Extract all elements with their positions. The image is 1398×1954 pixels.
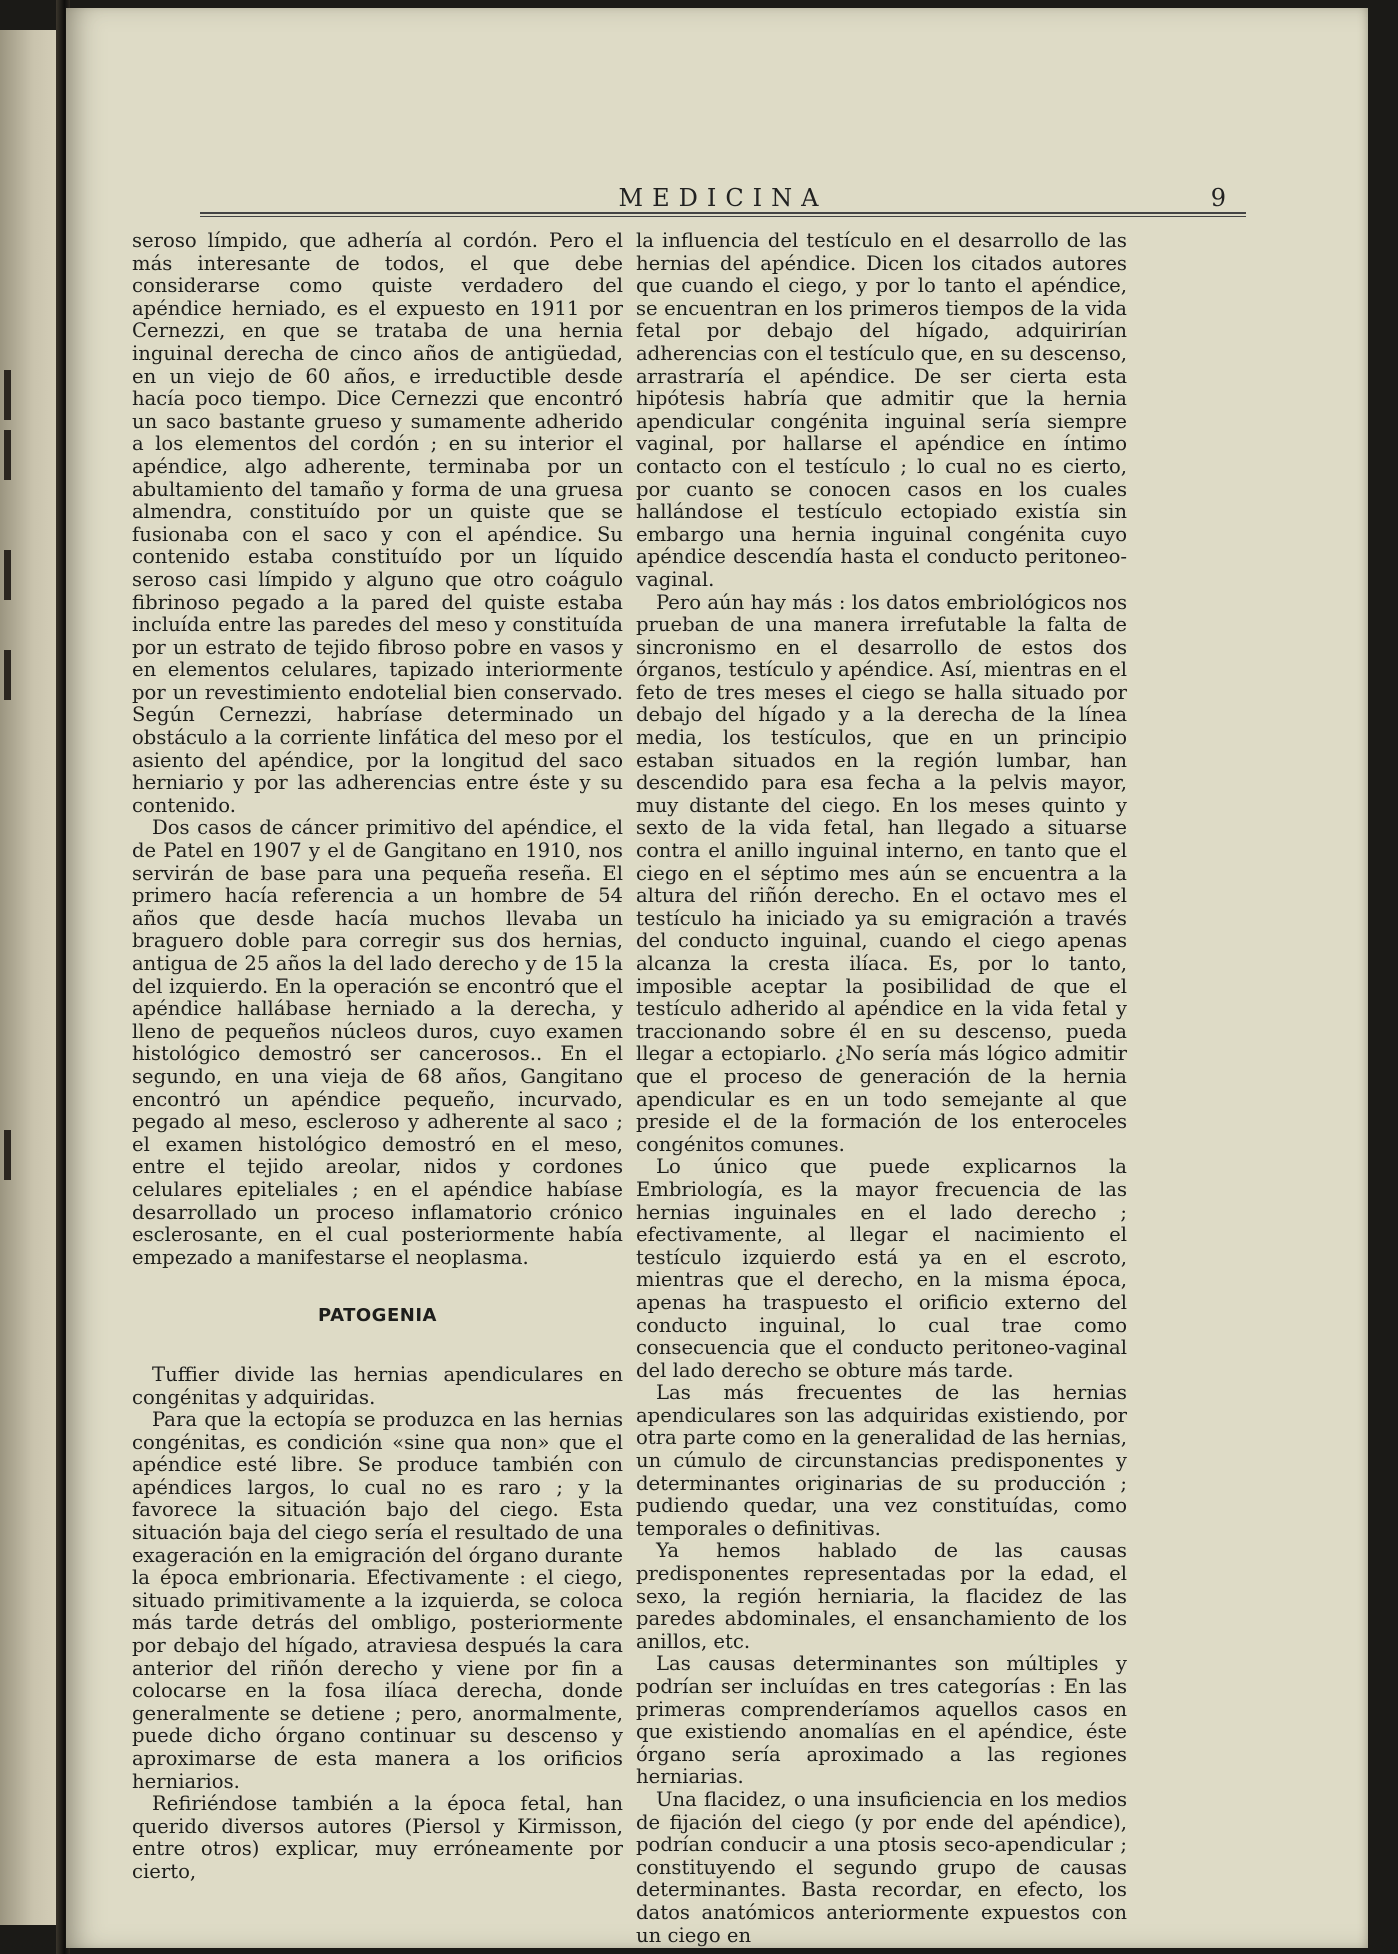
header-rule-thin (200, 216, 1246, 217)
header-rule (200, 212, 1246, 214)
page-header (200, 176, 1246, 226)
running-title: MEDICINA (618, 184, 828, 212)
paragraph: Para que la ectopía se produzca en las hernias congénitas, es condición «sine qua non» que el apéndice esté libre. Se produce también con apéndices largos, lo cual no es raro ; y la favorece la situación bajo del ciego. Esta situación baja del ciego sería el resultado de una exageración en la emigración del órgano durante la época embrionaria. Efectivamente : el ciego, situado primitivamente a la izquierda, se coloca más tarde detrás del ombligo, posteriormente por debajo del hígado, atraviesa después la cara anterior del riñón derecho y viene por fin a colocarse en la fosa ilíaca derecha, donde generalmente se detiene ; pero, anormalmente, puede dicho órgano continuar su descenso y aproximarse de esta manera a los orificios herniarios. (132, 1408, 623, 1793)
paragraph: Ya hemos hablado de las causas predisponentes representadas por la edad, el sexo, la región herniaria, la flacidez de las paredes abdominales, el ensanchamiento de los anillos, etc. (636, 1539, 1127, 1653)
paragraph: Una flacidez, o una insuficiencia en los medios de fijación del ciego (y por ende del apéndice), podrían conducir a una ptosis seco-apendicular ; constituyendo el segundo grupo de causas determinantes. Basta recordar, en efecto, los datos anatómicos anteriormente expuestos con un ciego en (636, 1787, 1127, 1947)
page-number: 9 (1210, 184, 1226, 212)
paragraph: Dos casos de cáncer primitivo del apéndice, el de Patel en 1907 y el de Gangitano en 1910, nos servirán de base para una pequeña reseña. El primero hacía referencia a un hombre de 54 años que desde hacía muchos llevaba un braguero doble para corregir sus dos hernias, antigua de 25 años la del lado derecho y de 15 la del izquierdo. En la operación se encontró que el apéndice hallábase herniado a la derecha, y lleno de pequeños núcleos duros, cuyo examen histológico demostró ser cancerosos.. En el segundo, en una vieja de 68 años, Gangitano encontró un apéndice pequeño, incurvado, pegado al meso, escleroso y adherente al saco ; el examen histológico demostró en el meso, entre el tejido areolar, nidos y cordones celulares epiteliales ; en el apéndice habíase desarrollado un proceso inflamatorio crónico esclerosante, en el cual posteriormente había empezado a manifestarse el neoplasma. (132, 816, 623, 1269)
previous-page-mark (4, 550, 11, 600)
paragraph: Pero aún hay más : los datos embriológicos nos prueban de una manera irrefutable la falta de sincronismo en el desarrollo de estos dos órganos, testículo y apéndice. Así, mientras en el feto de tres meses el ciego se halla situado por debajo del hígado y a la derecha de la línea media, los testículos, que en un principio estaban situados en la región lumbar, han descendido para esa fecha a la pelvis mayor, muy distante del ciego. En los meses quinto y sexto de la vida fetal, han llegado a situarse contra el anillo inguinal interno, en tanto que el ciego en el séptimo mes aún se encuentra a la altura del riñón derecho. En el octavo mes el testículo ha iniciado ya su emigración a través del conducto inguinal, cuando el ciego apenas alcanza la cresta ilíaca. Es, por lo tanto, imposible aceptar la posibilidad de que el testículo adherido al apéndice en la vida fetal y traccionando sobre él en su descenso, pueda llegar a ectopiarlo. ¿No sería más lógico admitir que el proceso de generación de la hernia apendicular es en un todo semejante al que preside el de la formación de los enteroceles congénitos comunes. (636, 590, 1127, 1156)
paragraph: Tuffier divide las hernias apendiculares en congénitas y adquiridas. (132, 1362, 623, 1409)
previous-page-mark (4, 430, 11, 480)
left-column (132, 230, 623, 1884)
paragraph: seroso límpido, que adhería al cordón. Pero el más interesante de todos, el que debe considerarse como quiste verdadero del apéndice herniado, es el expuesto en 1911 por Cernezzi, en que se trataba de una hernia inguinal derecha de cinco años de antigüedad, en un viejo de 60 años, e irreductible desde hacía poco tiempo. Dice Cernezzi que encontró un saco bastante grueso y sumamente adherido a los elementos del cordón ; en su interior el apéndice, algo adherente, terminaba por un abultamiento del tamaño y forma de una gruesa almendra, constituído por un quiste que se fusionaba con el saco y con el apéndice. Su contenido estaba constituído por un líquido seroso casi límpido y alguno que otro coágulo fibrinoso pegado a la pared del quiste estaba incluída entre las paredes del meso y constituída por un estrato de tejido fibroso pobre en vasos y en elementos celulares, tapizado interiormente por un revestimiento endotelial bien conservado. Según Cernezzi, habríase determinado un obstáculo a la corriente linfática del meso por el asiento del apéndice, por la longitud del saco herniario y por las adherencias entre éste y su contenido. (132, 229, 623, 817)
previous-page-edge (0, 30, 60, 1925)
paragraph: Refiriéndose también a la época fetal, han querido diversos autores (Piersol y Kirmisson, entre otros) explicar, muy erróneamente por cierto, (132, 1792, 623, 1883)
previous-page-mark (4, 650, 11, 700)
paragraph: Las causas determinantes son múltiples y podrían ser incluídas en tres categorías : En las primeras comprenderíamos aquellos casos en que existiendo anomalías en el apéndice, éste órgano sería aproximado a las regiones herniarias. (636, 1652, 1127, 1789)
right-column (636, 230, 1127, 1947)
paragraph: Lo único que puede explicarnos la Embriología, es la mayor frecuencia de las hernias inguinales en el lado derecho ; efectivamente, al llegar el nacimiento el testículo izquierdo está ya en el escroto, mientras que el derecho, en la misma época, apenas ha traspuesto el orificio externo del conducto inguinal, lo cual trae como consecuencia que el conducto peritoneo-vaginal del lado derecho se obture más tarde. (636, 1155, 1127, 1382)
previous-page-mark (4, 1130, 11, 1180)
section-heading: PATOGENIA (318, 1305, 437, 1327)
paragraph: Las más frecuentes de las hernias apendiculares son las adquiridas existiendo, por otra parte como en la generalidad de las hernias, un cúmulo de circunstancias predisponentes y determinantes originarias de su producción ; pudiendo quedar, una vez constituídas, como temporales o definitivas. (636, 1381, 1127, 1540)
paragraph: la influencia del testículo en el desarrollo de las hernias del apéndice. Dicen los citados autores que cuando el ciego, y por lo tanto el apéndice, se encuentran en los primeros tiempos de la vida fetal por debajo del hígado, adquirirían adherencias con el testículo que, en su descenso, arrastraría el apéndice. De ser cierta esta hipótesis habría que admitir que la hernia apendicular congénita inguinal sería siempre vaginal, por hallarse el apéndice en íntimo contacto con el testículo ; lo cual no es cierto, por cuanto se conocen casos en los cuales hallándose el testículo ectopiado existía sin embargo una hernia inguinal congénita cuyo apéndice descendía hasta el conducto peritoneo-vaginal. (636, 229, 1127, 591)
previous-page-mark (4, 370, 11, 420)
